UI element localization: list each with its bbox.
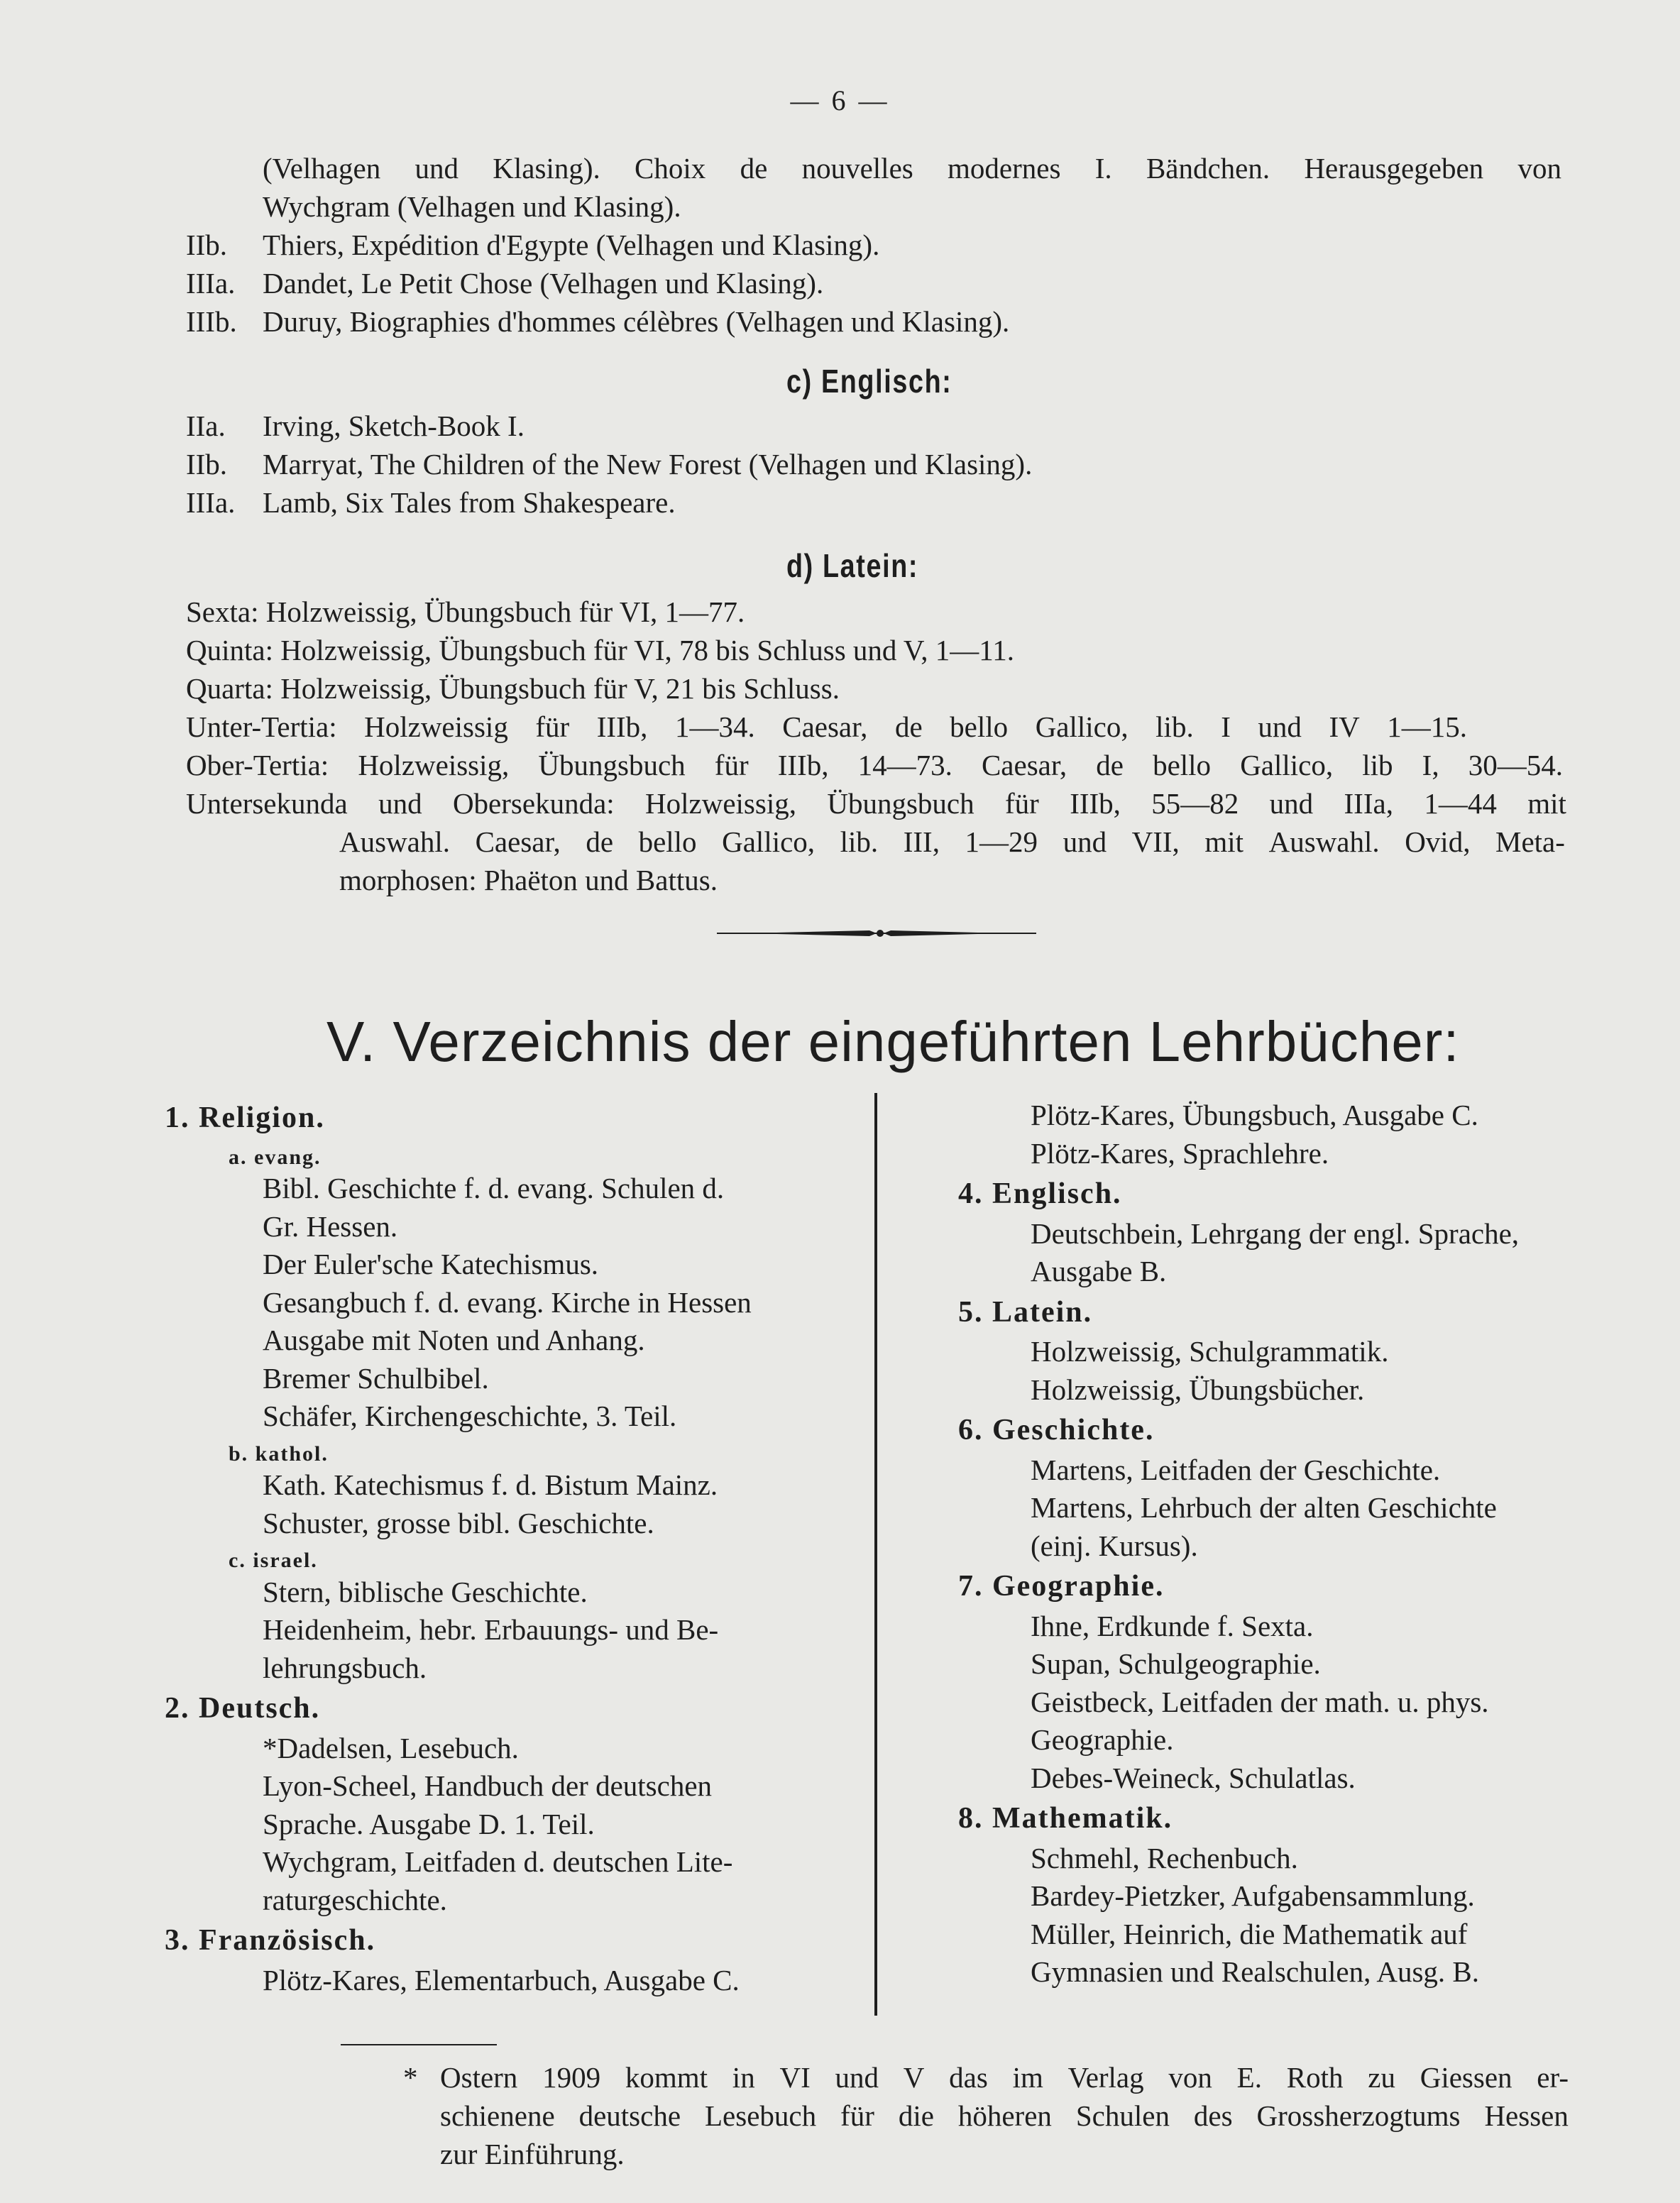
left-item: Plötz-Kares, Elementarbuch, Ausgabe C. bbox=[263, 1963, 740, 1996]
word: Caesar, bbox=[981, 749, 1067, 781]
word: Gallico, bbox=[722, 825, 816, 858]
left-heading: 2. Deutsch. bbox=[165, 1692, 321, 1725]
word: I bbox=[1221, 710, 1231, 743]
left-item: Schäfer, Kirchengeschichte, 3. Teil. bbox=[263, 1400, 677, 1432]
word: und bbox=[378, 787, 422, 820]
word: des bbox=[1193, 2099, 1233, 2132]
word: Ovid, bbox=[1405, 825, 1471, 858]
english-heading: c) Englisch: bbox=[786, 363, 952, 400]
word: Obersekunda: bbox=[452, 787, 615, 820]
word: IIIb, bbox=[596, 710, 648, 743]
word: deutsche bbox=[578, 2099, 681, 2132]
word: 1—44 bbox=[1424, 787, 1497, 820]
latin-line-sexta: Sexta: Holzweissig, Übungsbuch für VI, 1—77. bbox=[186, 595, 745, 628]
word: Caesar, bbox=[782, 710, 868, 743]
word: mit bbox=[1204, 825, 1244, 858]
latin-line-quarta: Quarta: Holzweissig, Übungsbuch für V, 21 bis Schluss. bbox=[186, 672, 840, 705]
word: Klasing). bbox=[493, 152, 600, 185]
right-heading: 5. Latein. bbox=[958, 1295, 1093, 1329]
left-heading: 1. Religion. bbox=[165, 1102, 325, 1134]
top-item-label: IIIa. bbox=[186, 267, 236, 300]
word: für bbox=[840, 2099, 874, 2132]
word: mit bbox=[1527, 787, 1566, 820]
left-subheading: b. kathol. bbox=[229, 1441, 329, 1466]
right-item: Schmehl, Rechenbuch. bbox=[1031, 1841, 1298, 1874]
top-item-text: Duruy, Biographies d'hommes célèbres (Velhagen und Klasing). bbox=[263, 305, 1010, 338]
word: höheren bbox=[957, 2099, 1052, 2132]
right-heading: 6. Geschichte. bbox=[958, 1414, 1155, 1446]
left-item: *Dadelsen, Lesebuch. bbox=[263, 1731, 519, 1764]
word: lib. bbox=[840, 825, 879, 858]
word: und bbox=[1269, 787, 1314, 820]
word: I. bbox=[1094, 152, 1112, 185]
word: de bbox=[740, 152, 768, 185]
word: Holzweissig, bbox=[358, 749, 510, 781]
word: IIIb, bbox=[1070, 787, 1121, 820]
top-item-text: Thiers, Expédition d'Egypte (Velhagen und Klasing). bbox=[263, 229, 880, 261]
word: IV bbox=[1329, 710, 1360, 743]
top-item-label: IIb. bbox=[186, 229, 228, 261]
word: Untersekunda bbox=[186, 787, 348, 820]
right-item: Holzweissig, Schulgrammatik. bbox=[1031, 1335, 1389, 1368]
english-item-text: Irving, Sketch-Book I. bbox=[263, 410, 525, 442]
word: Übungsbuch bbox=[827, 787, 974, 820]
word: und bbox=[414, 152, 459, 185]
right-item: Deutschbein, Lehrgang der engl. Sprache, bbox=[1031, 1216, 1520, 1250]
left-item: lehrungsbuch. bbox=[263, 1651, 427, 1684]
column-divider bbox=[874, 1093, 877, 2016]
top-item-text: Dandet, Le Petit Chose (Velhagen und Klasing). bbox=[263, 267, 824, 300]
word: III, bbox=[903, 825, 940, 858]
word: Auswahl. bbox=[1268, 825, 1380, 858]
left-item: Schuster, grosse bibl. Geschichte. bbox=[263, 1506, 654, 1539]
word: Choix bbox=[635, 152, 706, 185]
word: für bbox=[535, 710, 570, 743]
left-item: raturgeschichte. bbox=[263, 1883, 447, 1916]
word: Roth bbox=[1286, 2061, 1344, 2094]
word: Ostern bbox=[440, 2061, 518, 2094]
word: in bbox=[732, 2061, 755, 2094]
left-item: Lyon-Scheel, Handbuch der deutschen bbox=[263, 1769, 713, 1802]
left-item: Ausgabe mit Noten und Anhang. bbox=[263, 1324, 645, 1356]
word: lib bbox=[1362, 749, 1393, 781]
right-item: Holzweissig, Übungsbücher. bbox=[1031, 1373, 1365, 1406]
left-item: Stern, biblische Geschichte. bbox=[263, 1575, 588, 1608]
word: 30—54. bbox=[1468, 749, 1563, 781]
word: IIIa, bbox=[1344, 787, 1393, 820]
word: 1—15. bbox=[1387, 710, 1467, 743]
latin-heading: d) Latein: bbox=[786, 547, 919, 584]
word: Giessen bbox=[1420, 2061, 1512, 2094]
word: Holzweissig bbox=[364, 710, 508, 743]
right-item: (einj. Kursus). bbox=[1031, 1529, 1198, 1562]
word: Gallico, bbox=[1035, 710, 1129, 743]
word: Unter-Tertia: bbox=[186, 710, 337, 743]
word: IIIb, bbox=[777, 749, 829, 781]
right-heading: 4. Englisch. bbox=[958, 1177, 1122, 1210]
right-item: Ihne, Erdkunde f. Sexta. bbox=[1031, 1609, 1314, 1642]
left-item: Wychgram, Leitfaden d. deutschen Lite- bbox=[263, 1845, 733, 1878]
left-subheading: a. evang. bbox=[229, 1145, 322, 1169]
word: Übungsbuch bbox=[538, 749, 686, 781]
word: 55—82 bbox=[1151, 787, 1239, 820]
right-item: Supan, Schulgeographie. bbox=[1031, 1647, 1321, 1680]
word: von bbox=[1517, 152, 1561, 185]
ornamental-divider bbox=[717, 926, 1036, 940]
latin-line-quinta: Quinta: Holzweissig, Übungsbuch für VI, 78 bis Schluss und V, 1—11. bbox=[186, 634, 1014, 666]
word: lib. bbox=[1155, 710, 1194, 743]
word: 1—34. bbox=[674, 710, 755, 743]
left-heading: 3. Französisch. bbox=[165, 1924, 376, 1957]
word: er- bbox=[1537, 2061, 1569, 2094]
word: bello bbox=[950, 710, 1009, 743]
top-line-1 bbox=[263, 149, 1561, 187]
word: schienene bbox=[440, 2099, 555, 2132]
word: de bbox=[894, 710, 923, 743]
right-heading: 8. Mathematik. bbox=[958, 1802, 1173, 1835]
left-item: Heidenheim, hebr. Erbauungs- und Be- bbox=[263, 1613, 719, 1646]
top-item-label: IIIb. bbox=[186, 305, 237, 338]
latin-line-unter-tertia bbox=[186, 708, 1467, 746]
word: 1—29 bbox=[965, 825, 1038, 858]
right-item: Gymnasien und Realschulen, Ausg. B. bbox=[1031, 1955, 1480, 1988]
word: 1909 bbox=[542, 2061, 601, 2094]
right-item: Martens, Leitfaden der Geschichte. bbox=[1031, 1453, 1441, 1486]
word: im bbox=[1012, 2061, 1043, 2094]
word: VI bbox=[779, 2061, 811, 2094]
word: die bbox=[898, 2099, 934, 2132]
word: Bändchen. bbox=[1146, 152, 1270, 185]
latin-line-untersekunda-end: morphosen: Phaëton und Battus. bbox=[339, 864, 718, 896]
latin-line-ober-tertia bbox=[186, 746, 1563, 784]
word: Herausgegeben bbox=[1304, 152, 1484, 185]
word: de bbox=[1096, 749, 1124, 781]
word: Lesebuch bbox=[705, 2099, 817, 2132]
word: V bbox=[903, 2061, 925, 2094]
footnote-line-3: zur Einführung. bbox=[440, 2138, 625, 2170]
left-item: Kath. Katechismus f. d. Bistum Mainz. bbox=[263, 1468, 718, 1501]
word: und bbox=[1258, 710, 1302, 743]
right-item: Geistbeck, Leitfaden der math. u. phys. bbox=[1031, 1685, 1489, 1718]
word: (Velhagen bbox=[263, 152, 381, 185]
right-item: Plötz-Kares, Sprachlehre. bbox=[1031, 1136, 1329, 1170]
word: Grossherzogtums bbox=[1256, 2099, 1461, 2132]
left-item: Bremer Schulbibel. bbox=[263, 1361, 489, 1395]
right-item: Ausgabe B. bbox=[1031, 1255, 1167, 1287]
page-number: — 6 — bbox=[790, 84, 890, 116]
word: Auswahl. bbox=[339, 825, 451, 858]
word: bello bbox=[638, 825, 697, 858]
word: Schulen bbox=[1075, 2099, 1170, 2132]
word: Caesar, bbox=[475, 825, 561, 858]
word: bello bbox=[1153, 749, 1212, 781]
word: von bbox=[1168, 2061, 1212, 2094]
word: und bbox=[835, 2061, 879, 2094]
word: Verlag bbox=[1067, 2061, 1144, 2094]
left-item: Gr. Hessen. bbox=[263, 1209, 398, 1243]
word: Hessen bbox=[1484, 2099, 1569, 2132]
word: kommt bbox=[625, 2061, 708, 2094]
left-item: Sprache. Ausgabe D. 1. Teil. bbox=[263, 1807, 595, 1840]
word: für bbox=[1005, 787, 1039, 820]
word: und bbox=[1063, 825, 1107, 858]
left-item: Der Euler'sche Katechismus. bbox=[263, 1248, 599, 1280]
word: Holzweissig, bbox=[645, 787, 796, 820]
left-subheading: c. israel. bbox=[229, 1549, 318, 1572]
right-item: Debes-Weineck, Schulatlas. bbox=[1031, 1761, 1356, 1794]
word: VII, bbox=[1131, 825, 1180, 858]
left-item: Gesangbuch f. d. evang. Kirche in Hessen bbox=[263, 1285, 752, 1319]
word: nouvelles bbox=[801, 152, 913, 185]
right-item: Bardey-Pietzker, Aufgabensammlung. bbox=[1031, 1879, 1475, 1912]
word: Gallico, bbox=[1240, 749, 1334, 781]
right-item: Geographie. bbox=[1031, 1723, 1174, 1756]
word: modernes bbox=[948, 152, 1061, 185]
word: zu bbox=[1368, 2061, 1395, 2094]
right-heading: 7. Geographie. bbox=[958, 1570, 1165, 1603]
word: Meta- bbox=[1495, 825, 1565, 858]
footnote-line-2 bbox=[440, 2097, 1569, 2135]
word: 14—73. bbox=[857, 749, 952, 781]
footnote-line-1 bbox=[440, 2058, 1569, 2097]
footnote-rule bbox=[341, 2044, 497, 2045]
english-item-text: Lamb, Six Tales from Shakespeare. bbox=[263, 486, 676, 519]
left-item: Bibl. Geschichte f. d. evang. Schulen d. bbox=[263, 1172, 725, 1204]
english-item-label: IIb. bbox=[186, 448, 228, 480]
latin-line-untersekunda bbox=[186, 784, 1566, 823]
word: Ober-Tertia: bbox=[186, 749, 329, 781]
top-line-2: Wychgram (Velhagen und Klasing). bbox=[263, 190, 681, 223]
right-item: Martens, Lehrbuch der alten Geschichte bbox=[1031, 1491, 1497, 1524]
latin-line-untersekunda-cont bbox=[339, 823, 1565, 861]
english-item-label: IIIa. bbox=[186, 486, 236, 519]
word: E. bbox=[1236, 2061, 1262, 2094]
section-v-title: V. Verzeichnis der eingeführten Lehrbücher: bbox=[326, 1010, 1460, 1073]
word: das bbox=[949, 2061, 988, 2094]
word: I, bbox=[1422, 749, 1439, 781]
right-item: Müller, Heinrich, die Mathematik auf bbox=[1031, 1917, 1468, 1950]
english-item-text: Marryat, The Children of the New Forest (Velhagen und Klasing). bbox=[263, 448, 1033, 480]
word: de bbox=[586, 825, 614, 858]
footnote-mark: * bbox=[403, 2061, 418, 2094]
english-item-label: IIa. bbox=[186, 410, 226, 442]
right-item: Plötz-Kares, Übungsbuch, Ausgabe C. bbox=[1031, 1099, 1478, 1131]
word: für bbox=[714, 749, 749, 781]
